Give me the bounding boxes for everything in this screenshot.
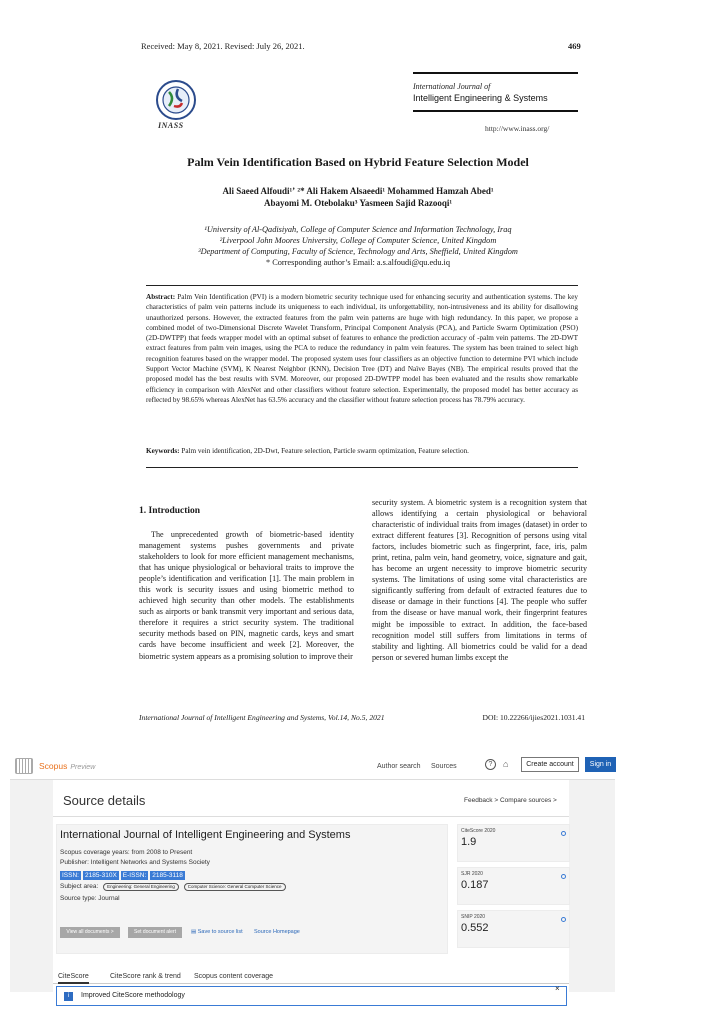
source-homepage-link[interactable]: Source Homepage [254,929,300,935]
source-type: Source type: Journal [60,895,120,902]
intro-right-column: security system. A biometric system is a recognition system that allows identifying a certain physiological or behavioral characteristic of individual traits from images (dataset) in order to extract different features [3]. Recognition of persons using vital factors, includes biometric such as fingerprint, face, iris, palm print, retina, palm vein, hand geometry, voice, signature and gait, has become an urgent necessity to improve biometric security systems. The limitations of using some vital characteristics are significantly suffering from default of extracted features due to disease or damage in their functions [4]. The people who suffer from the disease or have manual work, their fingerprint features might be impossible to extract. In addition, the face-based recognition model still suffers from limitations in terms of stability and lighting. All biometrics could be valid for a dead person or severed human limbs except the [372,498,587,662]
tab-citescore-rank-trend[interactable]: CiteScore rank & trend [110,973,181,980]
abstract-text: Palm Vein Identification (PVI) is a modern biometric security technique used for enhancing security and authentication systems. The key characteristics of palm vein patterns include its uniqueness to each individual, its unforgettability, non-intrusiveness and its ability for disallowing unauthorized persons. However, the extracted features from the palm vein patterns are huge with high redundancy. In this paper, we propose a combined model of two-Dimensional Discrete Wavelet Transform, Principal Component Analysis (PCA), and Particle Swarm Optimization (PSO) (2D-DWTPP) that feeds wrapper model with an optimal subset of features to enhance the prediction accuracy of -palm vein patterns. The 2D-DWT extract features from palm vein images, using the PCA to reduce the redundancy in palm vein features. The system has been trained to select high recognition features based on the wrapper model. The proposed system uses four classifiers as an objective function to determine PVI which include Support Vector Machine (SVM), K Nearest Neighbor (KNN), Decision Tree (DT) and Naïve Bayes (NB). The empirical results proved that the proposed model has the best results with SVM. Moreover, our proposed 2D-DWTPP model has been evaluated and the results show remarkable efficiency in comparison with AlexNet and other classifiers without feature selection. Experimentally, the proposed model has better accuracy as reflected by 98.65% whereas AlexNet has 63.5% accuracy and the classifier without feature selection process has 78.79% accuracy. [146,293,579,404]
affiliation-3: ³Department of Computing, Faculty of Science, Technology and Arts, Sheffield, United Kingdom [198,247,518,256]
close-icon[interactable]: × [555,984,560,993]
eissn-label: E-ISSN: [122,872,147,879]
keywords [146,447,578,455]
citescore-value: 1.9 [461,836,477,848]
subject-chip-computer-science[interactable]: Computer Science: General Computer Science [184,883,286,891]
eissn-value: 2185-3118 [152,872,183,879]
help-icon[interactable]: ? [485,759,496,770]
scopus-brand-name: Scopus [39,761,68,771]
sjr-label: SJR 2020 [461,871,483,877]
metrics-tabs [53,970,569,984]
source-details-panel [53,780,569,999]
journal-name-line1: International Journal of [413,82,491,91]
sign-in-button[interactable]: Sign in [585,757,616,772]
page-footer [139,713,585,722]
keywords-label: Keywords: [146,447,180,455]
issn-value: 2185-310X [84,872,117,879]
issn-row [60,871,187,880]
snip-value: 0.552 [461,922,489,934]
journal-url[interactable]: http://www.inass.org/ [485,124,550,133]
corresponding-author: * Corresponding author’s Email: a.s.alfoudi@qu.edu.iq [266,258,450,267]
coverage-years: Scopus coverage years: from 2008 to Present [60,849,193,856]
abstract-bottom-rule [146,467,578,468]
notice-text: Improved CiteScore methodology [81,992,185,999]
page-number: 469 [568,41,581,51]
affiliation-1: ¹University of Al-Qadisiyah, College of Computer Science and Information Technology, Iraq [204,225,512,234]
inass-globe-icon [150,78,202,122]
save-to-source-list-link[interactable] [191,929,243,935]
tab-citescore[interactable]: CiteScore [58,973,89,984]
info-icon[interactable] [561,874,566,879]
sjr-value: 0.187 [461,879,489,891]
abstract-label: Abstract: [146,293,176,301]
inass-logo-text: INASS [158,121,184,130]
nav-author-search[interactable]: Author search [377,763,421,770]
tab-content-coverage[interactable]: Scopus content coverage [194,973,273,980]
scopus-top-nav [10,752,615,780]
info-icon[interactable] [561,831,566,836]
journal-name-box [413,72,578,112]
citescore-card [457,824,570,862]
footer-journal-citation: International Journal of Intelligent Engineering and Systems, Vol.14, No.5, 2021 [139,713,385,722]
info-icon: i [64,992,73,1001]
elsevier-logo-icon [15,758,33,774]
save-list-icon: ▤ [191,929,197,935]
nav-sources[interactable]: Sources [431,763,457,770]
footer-doi: DOI: 10.22266/ijies2021.1031.41 [482,713,585,722]
journal-name-line2: Intelligent Engineering & Systems [413,93,548,103]
sjr-card [457,867,570,905]
abstract [146,292,578,405]
publisher: Publisher: Intelligent Networks and Systems Society [60,859,210,866]
keywords-text: Palm vein identification, 2D-Dwt, Feature selection, Particle swarm optimization, Feature selection. [181,447,469,455]
snip-label: SNIP 2020 [461,914,486,920]
authors-line2: Abayomi M. Otebolaku³ Yasmeen Sajid Razooqi¹ [263,198,453,208]
citescore-methodology-notice [56,986,567,1006]
save-to-source-list-label: Save to source list [197,929,243,935]
scopus-brand[interactable] [39,761,95,771]
title-divider [53,816,569,817]
authors-line1: Ali Saeed Alfoudi¹ʼ ²* Ali Hakem Alsaeedi¹ Mohammed Hamzah Abed¹ [222,186,494,196]
page-title: Source details [63,793,146,808]
journal-title: International Journal of Intelligent Engineering and Systems [60,829,351,841]
subject-chip-engineering[interactable]: Engineering: General Engineering [103,883,179,891]
journal-info-card [56,824,448,954]
snip-card [457,910,570,948]
feedback-compare-links[interactable]: Feedback > Compare sources > [464,797,557,804]
scopus-source-details [10,752,615,999]
section-heading-introduction: 1. Introduction [139,506,201,516]
abstract-top-rule [146,285,578,286]
subject-area-row [60,883,286,891]
view-all-documents-button[interactable]: View all documents > [60,927,120,938]
received-revised-dates: Received: May 8, 2021. Revised: July 26, 2021. [141,41,305,51]
citescore-label: CiteScore 2020 [461,828,496,834]
create-account-button[interactable]: Create account [521,757,579,772]
info-icon[interactable] [561,917,566,922]
set-document-alert-button[interactable]: Set document alert [128,927,182,938]
affiliation-2: ²Liverpool John Moores University, College of Computer Science, United Kingdom [219,236,497,245]
intro-left-column: The unprecedented growth of biometric-based identity management systems pushes governments and private stakeholders to look for more efficient management mechanisms, that has unique physiological or behavioral traits to improve the people’s identification and verification [1]. The main problem in this work is security issues and using biometric method to achieved high security than other models. The establishments such as airports or bank transmit very important and serious data, therefore it requires a strict security system. The traditional security methods based on PIN, magnetic cards, keys and smart cards have become insufficient and week [2]. Moreover, the biometric system appears as a promising solution to improve their [139,530,354,661]
subject-area-label: Subject area: [60,883,99,890]
scopus-brand-tag: Preview [70,764,96,771]
institution-icon[interactable]: ⌂ [503,759,509,769]
issn-label: ISSN: [62,872,79,879]
paper-title: Palm Vein Identification Based on Hybrid Feature Selection Model [187,155,529,169]
